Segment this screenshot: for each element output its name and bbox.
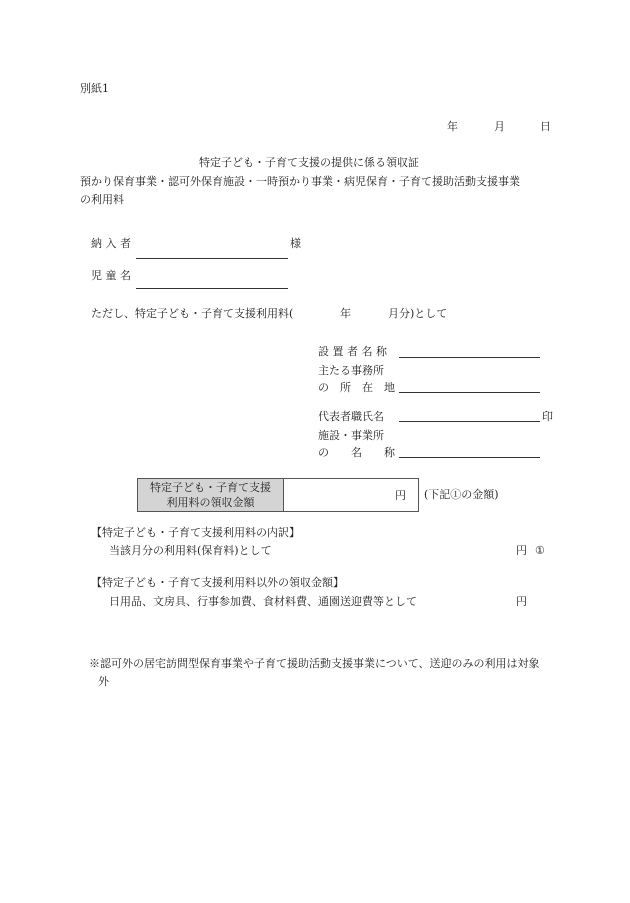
- received-amount-label-cell: [138, 479, 284, 511]
- facility-label-1: 施設・事業所: [318, 429, 384, 442]
- proviso-year-unit: 年: [340, 307, 351, 320]
- office-label-1: 主たる事務所: [318, 364, 384, 377]
- received-amount-box: [137, 478, 419, 512]
- payer-name-line[interactable]: [136, 258, 288, 259]
- receipt-subtitle-cont: の利用料: [80, 193, 124, 206]
- received-amount-value-cell[interactable]: [284, 479, 418, 511]
- received-amount-note: (下記①の金額): [424, 488, 499, 501]
- breakdown-item: 当該月分の利用料(保育料)として: [109, 544, 272, 557]
- seal-mark: 印: [542, 410, 553, 423]
- receipt-title: 特定子ども・子育て支援の提供に係る領収証: [199, 156, 419, 169]
- facility-label-2: の 名 称: [318, 446, 395, 459]
- date-month-unit: 月: [494, 120, 505, 133]
- breakdown-currency: 円: [516, 544, 527, 557]
- other-heading: 【特定子ども・子育て支援利用料以外の領収金額】: [91, 576, 344, 589]
- facility-name-line[interactable]: [399, 457, 540, 458]
- other-item: 日用品、文房具、行事参加費、食材料費、通園送迎費等として: [109, 595, 417, 608]
- date-day-unit: 日: [540, 120, 551, 133]
- payer-label: 納 入 者: [91, 237, 131, 250]
- proviso-month-suffix: 月分)として: [388, 307, 448, 320]
- footnote-line2: 外: [98, 675, 109, 688]
- receipt-subtitle: 預かり保育事業・認可外保育施設・一時預かり事業・病児保育・子育て援助活動支援事業: [80, 175, 520, 188]
- received-amount-currency: 円: [395, 489, 406, 502]
- other-currency: 円: [516, 595, 527, 608]
- attachment-label: 別紙1: [80, 82, 109, 95]
- date-year-unit: 年: [447, 120, 458, 133]
- child-name-line[interactable]: [136, 288, 288, 289]
- footnote-line1: ※認可外の居宅訪問型保育事業や子育て援助活動支援事業について、送迎のみの利用は対象: [89, 657, 540, 670]
- breakdown-heading: 【特定子ども・子育て支援利用料の内訳】: [91, 526, 300, 539]
- office-label-2: の 所 在 地: [318, 381, 395, 394]
- representative-label: 代表者職氏名: [318, 410, 384, 423]
- office-address-line[interactable]: [399, 392, 540, 393]
- proviso-prefix: ただし、特定子ども・子育て支援利用料(: [91, 307, 294, 320]
- received-amount-label-line2: 利用料の領収金額: [166, 496, 255, 509]
- operator-name-line[interactable]: [399, 357, 540, 358]
- operator-name-label: 設 置 者 名 称: [318, 345, 387, 358]
- received-amount-label-line1: 特定子ども・子育て支援: [150, 481, 271, 494]
- child-name-label: 児 童 名: [91, 269, 131, 282]
- representative-line[interactable]: [399, 421, 540, 422]
- breakdown-marker: ①: [535, 544, 545, 557]
- payer-honorific: 様: [290, 237, 301, 250]
